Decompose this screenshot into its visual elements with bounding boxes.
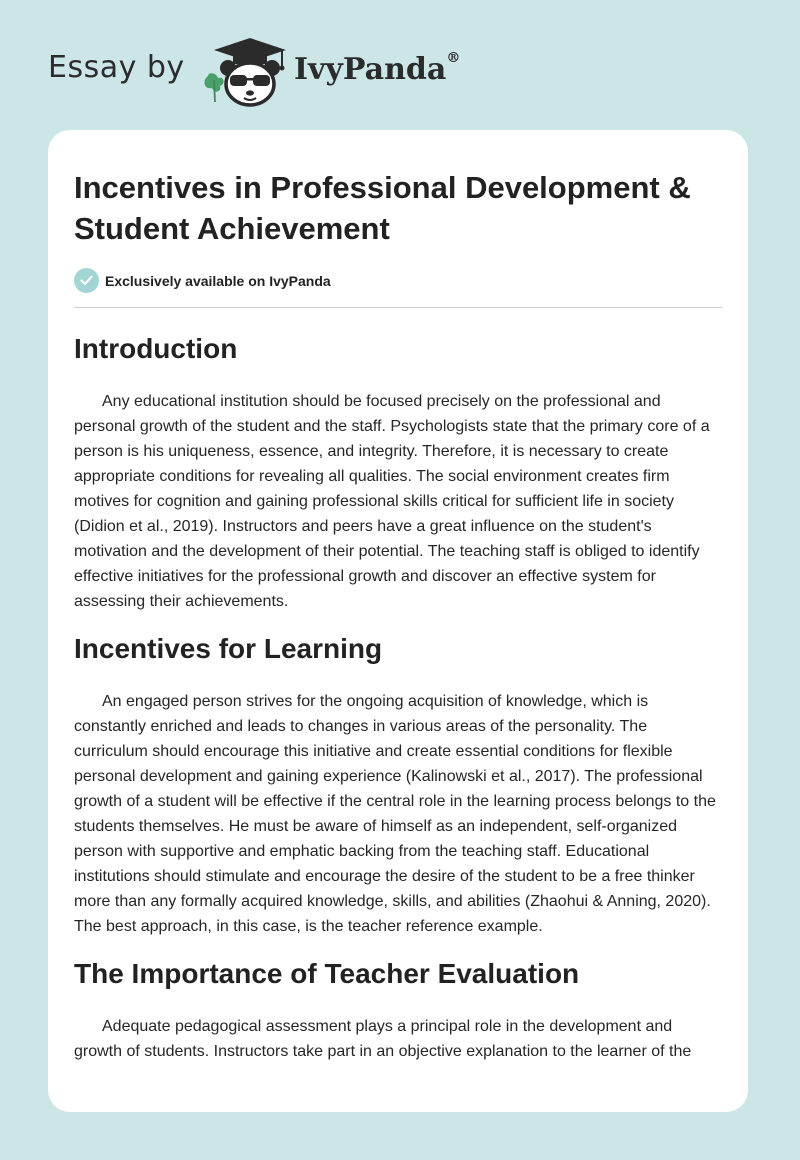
- section-paragraph-introduction: Any educational institution should be focused precisely on the professional and personal growth of the student and the staff. Psychologists state that the primary core of a person is his uniqueness, essence, and integrity. Therefore, it is necessary to create appropriate conditions for revealing all qualities. The social environment creates firm motives for cognition and gaining professional skills critical for sufficient life in society (Didion et al., 2019). Instructors and peers have a great influence on the student's motivation and the development of their potential. The teaching staff is obliged to identify effective initiatives for the professional growth and discover an effective system for assessing their achievements.: [74, 393, 710, 610]
- section-heading-teacher-evaluation: The Importance of Teacher Evaluation: [74, 958, 580, 989]
- exclusive-badge: [74, 268, 722, 293]
- section-heading-incentives: Incentives for Learning: [74, 633, 383, 664]
- site-header: [0, 0, 800, 130]
- divider: [74, 307, 722, 308]
- ivypanda-brand[interactable]: IvyPanda®: [294, 50, 461, 87]
- exclusive-text: Exclusively available on IvyPanda: [105, 272, 331, 289]
- essay-title: Incentives in Professional Development & Student Achievement: [74, 170, 691, 246]
- section-heading-introduction: Introduction: [74, 333, 238, 364]
- essay-by-text: Essay by: [48, 50, 185, 85]
- section-paragraph-teacher-evaluation: Adequate pedagogical assessment plays a principal role in the development and growth of students. Instructors take part in an objective explanation to the learner of the: [74, 1018, 692, 1060]
- section-paragraph-incentives: An engaged person strives for the ongoing acquisition of knowledge, which is constantly enriched and leads to changes in various areas of the personality. The curriculum should encourage this initiative and create essential conditions for flexible personal development and gaining experience (Kalinowski et al., 2017). The professional growth of a student will be effective if the central role in the learning process belongs to the students themselves. He must be aware of himself as an independent, self-organized person with supportive and emphatic backing from the teaching staff. Educational institutions should stimulate and encourage the desire of the student to be a free thinker more than any formally acquired knowledge, skills, and abilities (Zhaohui & Anning, 2020). The best approach, in this case, is the teacher reference example.: [74, 693, 716, 935]
- registered-mark: ®: [446, 50, 461, 66]
- essay-card: [48, 130, 748, 1112]
- check-icon: [74, 268, 99, 293]
- panda-logo-icon[interactable]: [200, 36, 292, 110]
